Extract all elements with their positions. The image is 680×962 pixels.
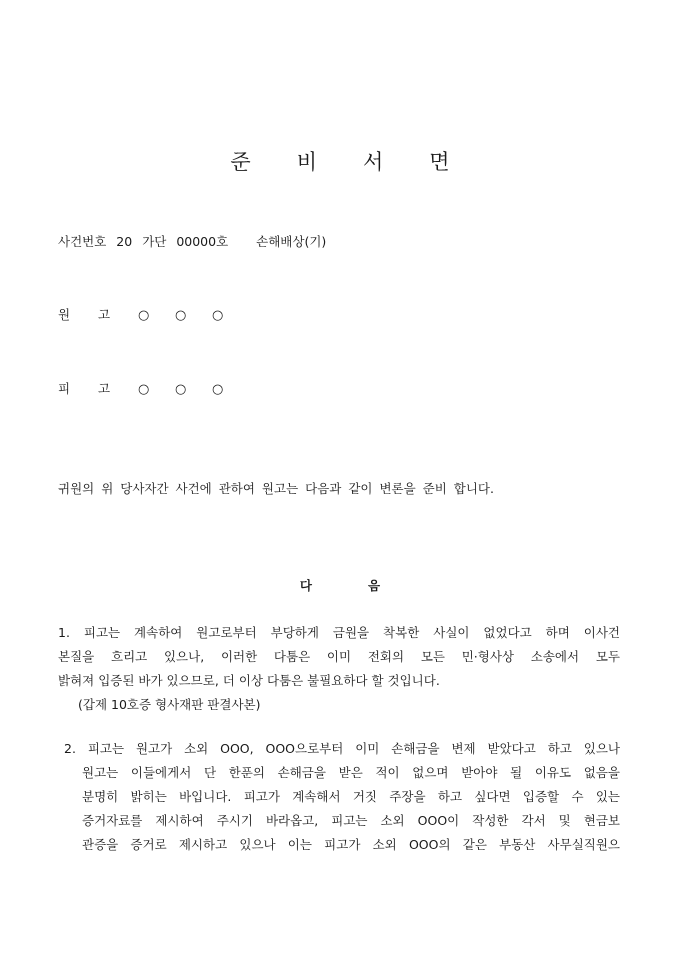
plaintiff-name-char: ○ [138,308,150,323]
paragraph-1-line: 1. 피고는 계속하여 원고로부터 부당하게 금원을 착복한 사실이 없었다고 하며 이사건 [58,625,620,640]
intro-text: 귀원의 위 당사자간 사건에 관하여 원고는 다음과 같이 변론을 준비 합니다. [58,481,494,496]
defendant-line [58,379,249,397]
paragraph-1-line: 본질을 흐리고 있으나, 이러한 다툼은 이미 전회의 모든 민·형사상 소송에서 모두 [58,649,620,664]
paragraph-2-line: 2. 피고는 원고가 소외 OOO, OOO으로부터 이미 손해금을 변제 받았다고 하고 있으나 [64,741,620,756]
plaintiff-name-char: ○ [175,308,187,323]
defendant-label-2: 고 [98,381,111,396]
paragraph-2-line: 관증을 증거로 제시하고 있으나 이는 피고가 소외 OOO의 같은 부동산 사무실직원으 [82,837,620,852]
paragraph-2-line: 원고는 이들에게서 단 한푼의 손해금을 받은 적이 없으며 받아야 될 이유도 없음을 [82,765,620,780]
defendant-name-char: ○ [175,382,187,397]
section-heading [0,576,680,594]
paragraph-2-line: 분명히 밝히는 바입니다. 피고가 계속해서 거짓 주장을 하고 싶다면 입증할 수 있는 [82,789,620,804]
case-year: 20 [116,234,133,249]
document-title: 준비서면 [230,150,496,174]
section-heading-char: 음 [368,578,381,593]
case-number-label: 사건번호 [58,234,107,249]
paragraph-2 [64,737,620,857]
section-heading-char: 다 [299,578,312,593]
defendant-label-1: 피 [58,381,71,396]
evidence-reference: (갑제 10호증 형사재판 판결사본) [78,697,261,712]
plaintiff-name-char: ○ [212,308,224,323]
paragraph-2-line: 증거자료를 제시하여 주시기 바라옵고, 피고는 소외 OOO이 작성한 각서 및 현금보 [82,813,620,828]
defendant-name-char: ○ [138,382,150,397]
paragraph-1-line: 밝혀져 입증된 바가 있으므로, 더 이상 다툼은 불필요하다 할 것입니다. [58,673,440,688]
case-info [58,232,332,250]
plaintiff-label-1: 원 [58,307,71,322]
plaintiff-line [58,305,249,323]
paragraph-1 [58,621,620,717]
plaintiff-label-2: 고 [98,307,111,322]
defendant-name-char: ○ [212,382,224,397]
case-subject: 손해배상(기) [256,234,327,249]
case-number: 00000호 [176,234,229,249]
case-type: 가단 [142,234,167,249]
